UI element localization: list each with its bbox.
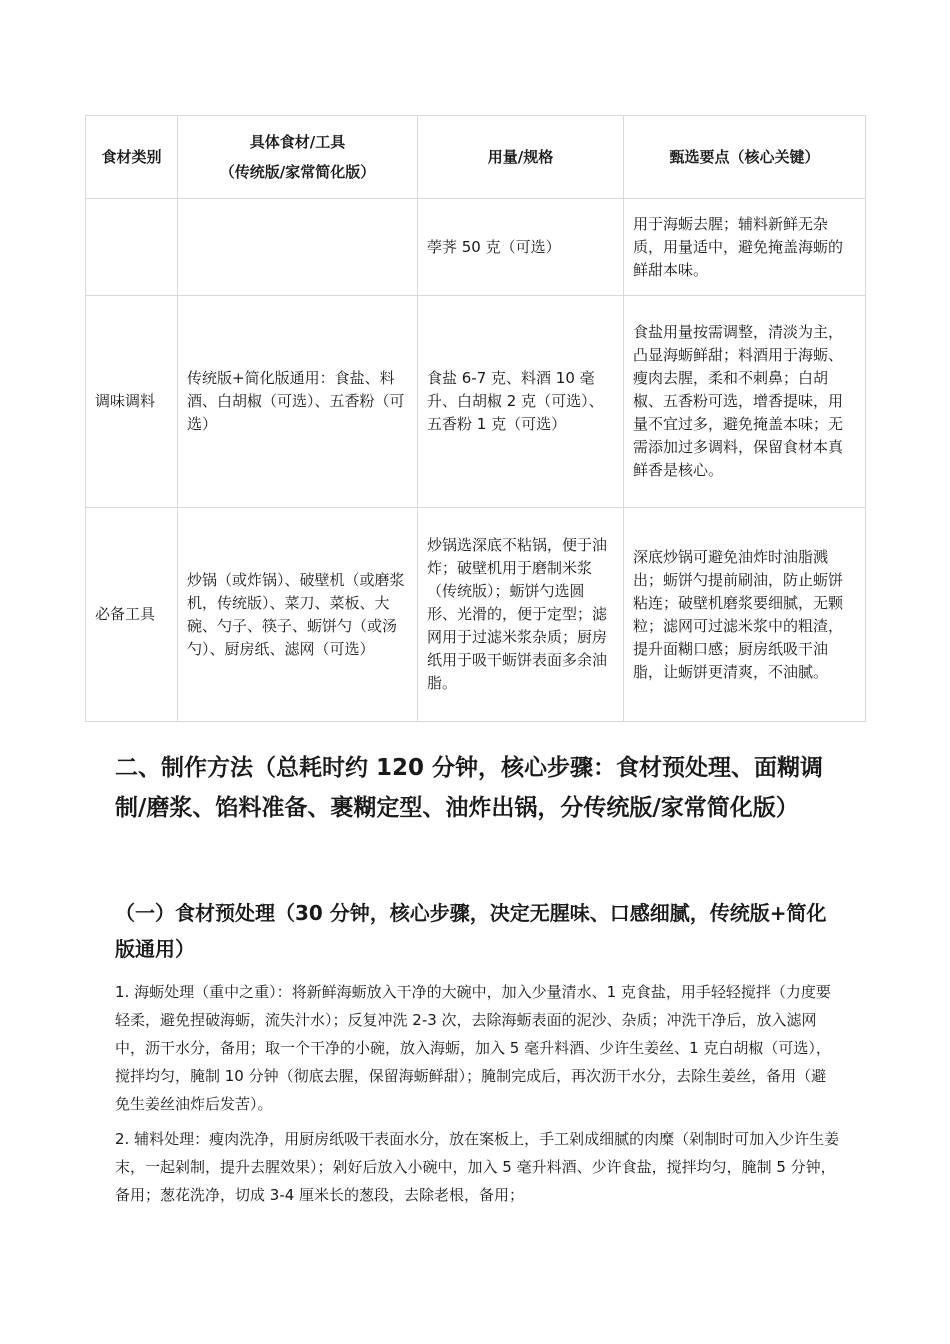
cell-category: [86, 199, 178, 296]
cell-items: [178, 199, 418, 296]
table-row: [86, 296, 866, 508]
cell-items: 传统版+简化版通用：食盐、料酒、白胡椒（可选）、五香粉（可选）: [178, 296, 418, 508]
cell-notes: 深底炒锅可避免油炸时油脂溅出；蛎饼勺提前刷油，防止蛎饼粘连；破壁机磨浆要细腻，无颗粒；滤网可过滤米浆中的粗渣，提升面糊口感；厨房纸吸干油脂，让蛎饼更清爽，不油腻。: [624, 508, 866, 722]
header-notes: 甄选要点（核心关键）: [624, 116, 866, 199]
table-row: [86, 199, 866, 296]
cell-category: 必备工具: [86, 508, 178, 722]
subsection-title: （一）食材预处理（30 分钟，核心步骤，决定无腥味、口感细腻，传统版+简化版通用）: [115, 901, 827, 961]
cell-amount: 荸荠 50 克（可选）: [418, 199, 624, 296]
table-row: [86, 508, 866, 722]
cell-items: 炒锅（或炸锅）、破壁机（或磨浆机，传统版）、菜刀、菜板、大碗、勺子、筷子、蛎饼勺（或汤勺）、厨房纸、滤网（可选）: [178, 508, 418, 722]
section-title: 二、制作方法（总耗时约 120 分钟，核心步骤：食材预处理、面糊调制/磨浆、馅料准备、裹糊定型、油炸出锅，分传统版/家常简化版）: [115, 755, 824, 821]
table-header-row: [86, 116, 866, 199]
header-items-text: 具体食材/工具 （传统版/家常简化版）: [219, 133, 376, 181]
cell-category: 调味调料: [86, 296, 178, 508]
cell-amount: 炒锅选深底不粘锅，便于油炸；破壁机用于磨制米浆（传统版）；蛎饼勺选圆形、光滑的，便于定型；滤网用于过滤米浆杂质；厨房纸用于吸干蛎饼表面多余油脂。: [418, 508, 624, 722]
paragraph-side-ingredients: 2. 辅料处理：瘦肉洗净，用厨房纸吸干表面水分，放在案板上，手工剁成细腻的肉糜（剁制时可加入少许生姜末，一起剁制，提升去腥效果）；剁好后放入小碗中，加入 5 毫升料酒、少许食盐，搅拌均匀，腌制 5 分钟，备用；葱花洗净，切成 3-4 厘米长的葱段，去除老根，备用；: [115, 1130, 840, 1204]
header-amount: 用量/规格: [418, 116, 624, 199]
paragraph-oyster-processing: 1. 海蛎处理（重中之重）：将新鲜海蛎放入干净的大碗中，加入少量清水、1 克食盐，用手轻轻搅拌（力度要轻柔，避免捏破海蛎，流失汁水）；反复冲洗 2-3 次，去除海蛎表面的泥沙、杂质；冲洗干净后，放入滤网中，沥干水分，备用；取一个干净的小碗，放入海蛎，加入 5 毫升料酒、少许生姜丝、1 克白胡椒（可选），搅拌均匀，腌制 10 分钟（彻底去腥，保留海蛎鲜甜）；腌制完成后，再次沥干水分，去除生姜丝，备用（避免生姜丝油炸后发苦）。: [115, 983, 831, 1113]
header-items: [178, 116, 418, 199]
cell-amount: 食盐 6-7 克、料酒 10 毫升、白胡椒 2 克（可选）、五香粉 1 克（可选）: [418, 296, 624, 508]
cell-notes: 用于海蛎去腥；辅料新鲜无杂质，用量适中，避免掩盖海蛎的鲜甜本味。: [624, 199, 866, 296]
cell-notes: 食盐用量按需调整，清淡为主，凸显海蛎鲜甜；料酒用于海蛎、瘦肉去腥，柔和不刺鼻；白胡椒、五香粉可选，增香提味，用量不宜过多，避免掩盖本味；无需添加过多调料，保留食材本真鲜香是核心。: [624, 296, 866, 508]
ingredient-table: [85, 115, 866, 722]
header-category: 食材类别: [86, 116, 178, 199]
